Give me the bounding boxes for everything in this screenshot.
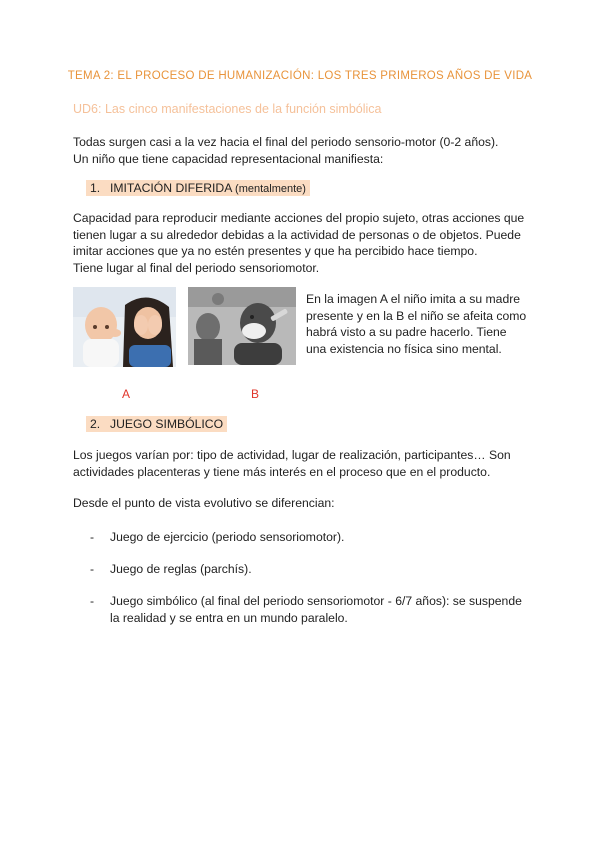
bullet-line: la realidad y se entra en un mundo paralelo. bbox=[110, 610, 348, 625]
bullet-item bbox=[110, 593, 530, 626]
bullet-item bbox=[110, 561, 530, 578]
paragraph-line: Capacidad para reproducir mediante acciones del propio sujeto, otras acciones que bbox=[73, 211, 525, 225]
evolutivo-paragraph: Desde el punto de vista evolutivo se diferencian: bbox=[73, 496, 335, 510]
intro-paragraph bbox=[73, 134, 498, 167]
caption-line: presente y en la B el niño se afeita como bbox=[306, 308, 527, 323]
paragraph-line: actividades placenteras y tiene más interés en el proceso que en el producto. bbox=[73, 464, 491, 479]
intro-line: Todas surgen casi a la vez hacia el final del periodo sensorio-motor (0-2 años). bbox=[73, 135, 499, 149]
caption-line: En la imagen A el niño imita a su madre bbox=[306, 292, 521, 306]
section-heading-imitacion bbox=[86, 180, 310, 196]
section-title: JUEGO SIMBÓLICO bbox=[110, 417, 224, 431]
paragraph-line: Los juegos varían por: tipo de actividad, lugar de realización, participantes… Son bbox=[73, 448, 511, 462]
document-title: TEMA 2: EL PROCESO DE HUMANIZACIÓN: LOS TRES PRIMEROS AÑOS DE VIDA bbox=[67, 70, 533, 82]
caption-line: habrá visto a su padre hacerlo. Tiene bbox=[306, 325, 507, 339]
juego-paragraph bbox=[73, 447, 511, 480]
imitacion-paragraph bbox=[73, 210, 524, 276]
unit-subtitle: UD6: Las cinco manifestaciones de la función simbólica bbox=[73, 102, 382, 116]
section-number: 1. bbox=[90, 181, 101, 195]
image-a-mother-child bbox=[73, 287, 176, 367]
section-number: 2. bbox=[90, 417, 101, 431]
bullet-item bbox=[110, 529, 530, 546]
section-title: IMITACIÓN DIFERIDA bbox=[110, 181, 232, 195]
section-title-suffix: (mentalmente) bbox=[235, 183, 306, 195]
image-b-label: B bbox=[251, 387, 260, 401]
paragraph-line: imitar acciones que ya no estén presentes y que ha percibido hace tiempo. bbox=[73, 244, 478, 258]
paragraph-line: Tiene lugar al final del periodo sensoriomotor. bbox=[73, 260, 320, 275]
image-b-child-shaving bbox=[188, 287, 296, 365]
intro-line: Un niño que tiene capacidad representacional manifiesta: bbox=[73, 151, 384, 166]
section-heading-juego bbox=[86, 416, 227, 432]
bullet-dash: - bbox=[90, 594, 95, 608]
bullet-dash: - bbox=[90, 562, 95, 576]
bullet-line: Juego de reglas (parchís). bbox=[110, 562, 252, 576]
bullet-line: Juego de ejercicio (periodo sensoriomotor). bbox=[110, 530, 345, 544]
image-a-label: A bbox=[122, 387, 131, 401]
paragraph-line: tienen lugar a su alrededor debidas a la actividad de personas o de objetos. Puede bbox=[73, 227, 521, 242]
bullet-line: Juego simbólico (al final del periodo sensoriomotor - 6/7 años): se suspende bbox=[110, 594, 522, 608]
bullet-dash: - bbox=[90, 530, 95, 544]
image-caption bbox=[306, 291, 546, 357]
caption-line: una existencia no física sino mental. bbox=[306, 341, 502, 356]
